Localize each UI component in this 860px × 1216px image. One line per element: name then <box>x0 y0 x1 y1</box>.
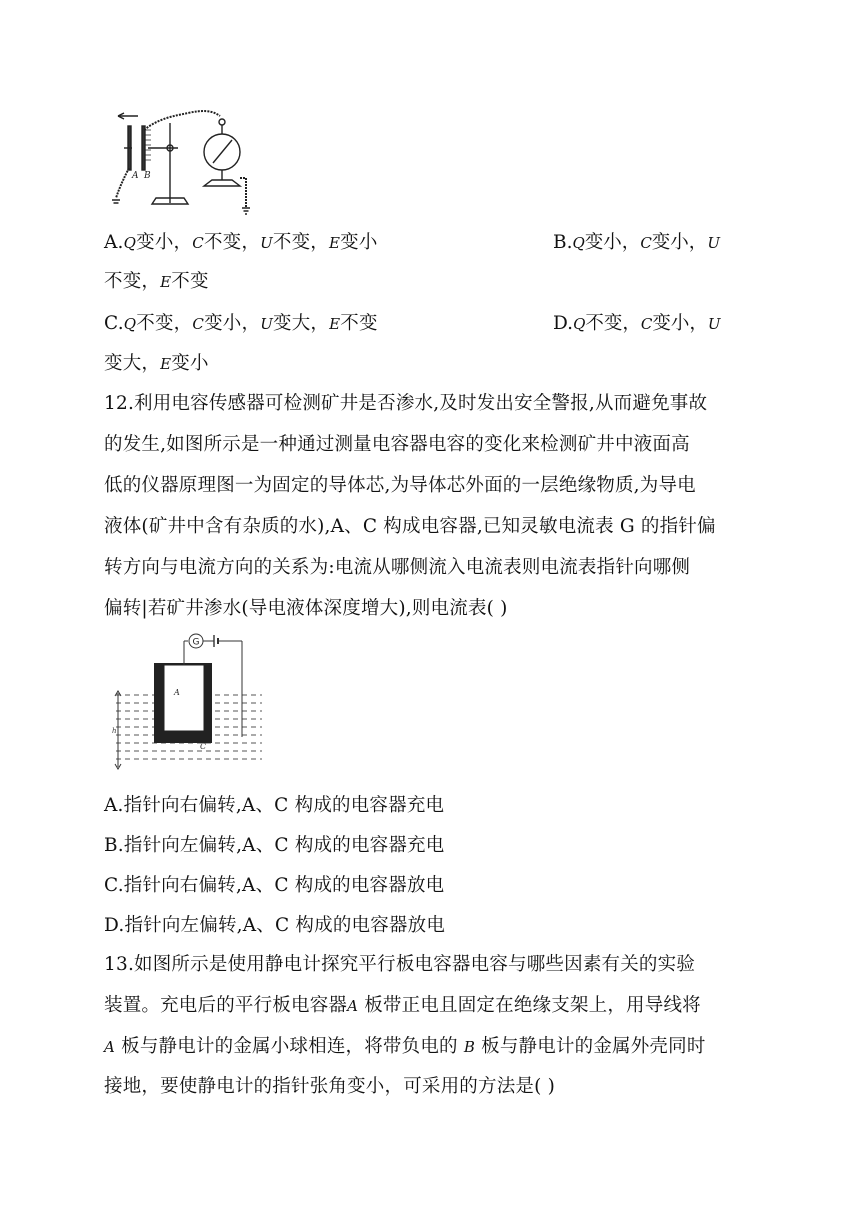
q13-stem-line-2: 装置。充电后的平行板电容器A 板带正电且固定在绝缘支架上，用导线将 <box>104 995 701 1016</box>
q12-option-c: C.指针向右偏转,A、C 构成的电容器放电 <box>104 875 445 896</box>
q11-option-c: C.Q不变，C变小，U变大，E不变 <box>104 313 378 334</box>
q12-stem-line-4: 液体(矿井中含有杂质的水),A、C 构成电容器,已知灵敏电流表 G 的指针偏 <box>104 516 716 537</box>
label-a: A <box>174 688 180 697</box>
electroscope-figure <box>104 108 264 218</box>
q13-stem-line-1: 13.如图所示是使用静电计探究平行板电容器电容与哪些因素有关的实验 <box>104 954 696 975</box>
q13-stem-line-3: A 板与静电计的金属小球相连，将带负电的 B 板与静电计的金属外壳同时 <box>104 1036 706 1057</box>
q13-stem-line-4: 接地，要使静电计的指针张角变小，可采用的方法是( ) <box>104 1076 556 1097</box>
q11-option-b-line1: B.Q变小，C变小，U <box>553 232 720 253</box>
label-h: h <box>112 727 117 735</box>
q12-stem-line-2: 的发生,如图所示是一种通过测量电容器电容的变化来检测矿井中液面高 <box>104 434 690 455</box>
q12-stem-line-5: 转方向与电流方向的关系为:电流从哪侧流入电流表则电流表指针向哪侧 <box>104 557 691 578</box>
label-a: A <box>132 171 139 181</box>
q12-stem-line-6: 偏转|若矿井渗水(导电液体深度增大),则电流表( ) <box>104 598 508 619</box>
q12-option-a: A.指针向右偏转,A、C 构成的电容器充电 <box>104 795 445 816</box>
q11-option-d-line1: D.Q不变，C变小，U <box>553 313 721 334</box>
q12-option-b: B.指针向左偏转,A、C 构成的电容器充电 <box>104 835 445 856</box>
q12-option-d: D.指针向左偏转,A、C 构成的电容器放电 <box>104 915 446 936</box>
q12-stem-line-3: 低的仪器原理图一为固定的导体芯,为导体芯外面的一层绝缘物质,为导电 <box>104 475 696 496</box>
q11-option-b-line2: 不变，E不变 <box>104 271 209 292</box>
label-g: G <box>192 637 200 648</box>
q12-stem-line-1: 12.利用电容传感器可检测矿井是否渗水,及时发出安全警报,从而避免事故 <box>104 393 708 414</box>
label-b: B <box>144 171 151 181</box>
label-c: C <box>200 742 207 751</box>
q11-option-a: A.Q变小，C不变，U不变，E变小 <box>104 232 378 253</box>
q11-option-d-line2: 变大，E变小 <box>104 353 209 374</box>
capacitance-sensor-figure <box>104 633 264 773</box>
